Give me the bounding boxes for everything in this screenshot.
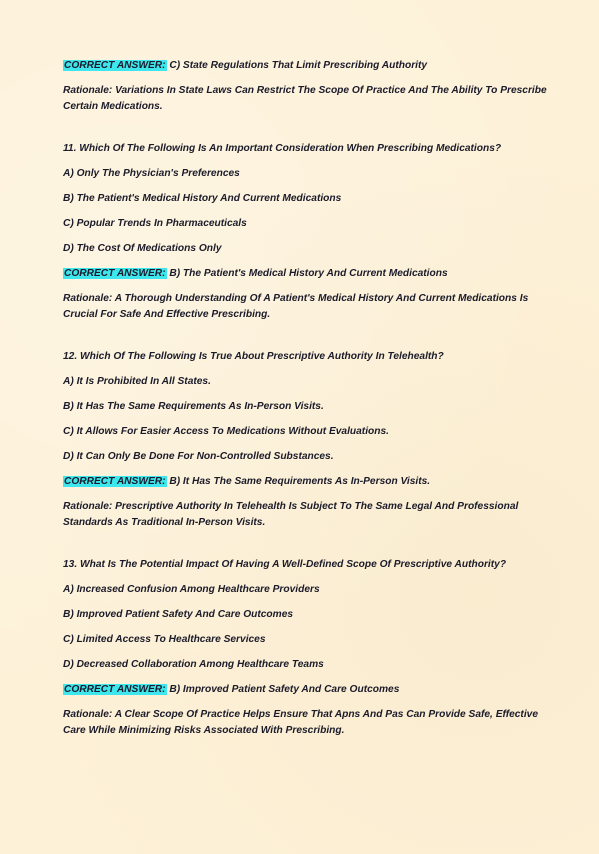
rationale-text: Rationale: A Clear Scope Of Practice Helps Ensure That Apns And Pas Can Provide Safe, Effective Care While Minimizing Risks Associated With Prescribing. [63,709,538,736]
rationale-text: Rationale: Prescriptive Authority In Telehealth Is Subject To The Same Legal And Professional Standards As Traditional In-Person Visits. [63,501,519,528]
question-text: 11. Which Of The Following Is An Important Consideration When Prescribing Medications? [63,143,502,154]
question-block-11 [63,141,549,323]
option-a: A) Increased Confusion Among Healthcare Providers [63,584,320,595]
correct-answer-line [63,58,549,74]
question-text: 12. Which Of The Following Is True About Prescriptive Authority In Telehealth? [63,351,444,362]
question-text: 13. What Is The Potential Impact Of Having A Well-Defined Scope Of Prescriptive Authority? [63,559,507,570]
correct-answer-label: CORRECT ANSWER: [64,60,166,71]
correct-answer-text: B) The Patient's Medical History And Current Medications [169,268,448,279]
option-a: A) Only The Physician's Preferences [63,168,240,179]
correct-answer-text: C) State Regulations That Limit Prescribing Authority [169,60,428,71]
question-block-13 [63,557,549,739]
correct-answer-label: CORRECT ANSWER: [64,268,166,279]
correct-answer-line [63,474,549,490]
option-a: A) It Is Prohibited In All States. [63,376,211,387]
option-d: D) Decreased Collaboration Among Healthcare Teams [63,659,324,670]
question-block-12 [63,349,549,531]
rationale-text: Rationale: Variations In State Laws Can Restrict The Scope Of Practice And The Ability To Prescribe Certain Medications. [63,85,547,112]
intro-block [63,58,549,115]
correct-answer-text: B) Improved Patient Safety And Care Outcomes [169,684,400,695]
option-d: D) The Cost Of Medications Only [63,243,222,254]
correct-answer-line [63,682,549,698]
option-c: C) It Allows For Easier Access To Medications Without Evaluations. [63,426,389,437]
rationale-text: Rationale: A Thorough Understanding Of A Patient's Medical History And Current Medications Is Crucial For Safe And Effective Prescribing. [63,293,529,320]
option-b: B) It Has The Same Requirements As In-Person Visits. [63,401,324,412]
correct-answer-label: CORRECT ANSWER: [64,684,166,695]
correct-answer-label: CORRECT ANSWER: [64,476,166,487]
option-d: D) It Can Only Be Done For Non-Controlled Substances. [63,451,334,462]
option-b: B) Improved Patient Safety And Care Outcomes [63,609,294,620]
option-c: C) Limited Access To Healthcare Services [63,634,266,645]
correct-answer-text: B) It Has The Same Requirements As In-Person Visits. [169,476,431,487]
option-b: B) The Patient's Medical History And Current Medications [63,193,342,204]
option-c: C) Popular Trends In Pharmaceuticals [63,218,247,229]
correct-answer-line [63,266,549,282]
